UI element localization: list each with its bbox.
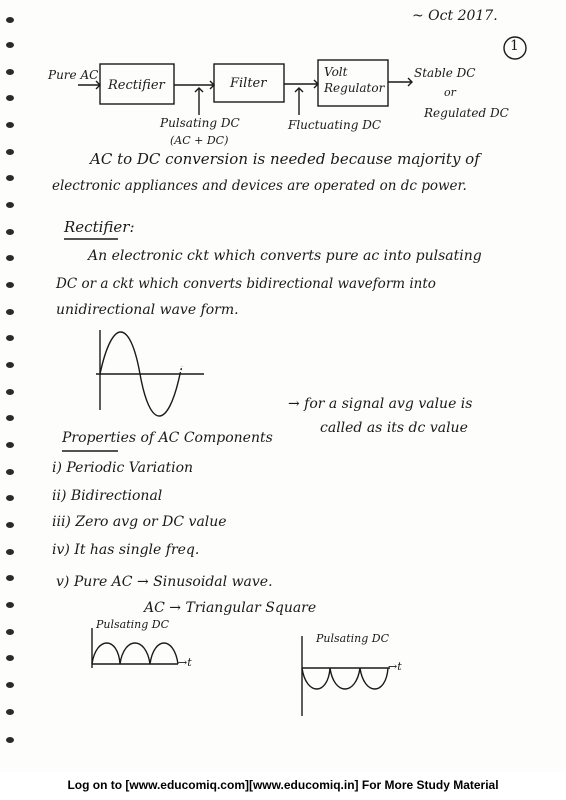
output-line3: Regulated DC [424, 106, 509, 120]
pulsating-dc-label: Pulsating DC [160, 116, 240, 130]
footer-banner: Log on to [www.educomiq.com][www.educomiq.in] For More Study Material [67, 778, 499, 792]
property-item-2: ii) Bidirectional [52, 488, 163, 504]
input-label: Pure AC [48, 68, 99, 82]
output-line2: or [444, 86, 456, 99]
note-line1: → for a signal avg value is [288, 396, 473, 412]
output-line1: Stable DC [414, 66, 476, 80]
rectifier-block-label: Rectifier [108, 78, 165, 93]
property-item-4: iv) It has single freq. [52, 542, 200, 558]
pulsating-dc-positive [92, 643, 178, 664]
regulator-block-label [324, 64, 388, 96]
property-item-1: i) Periodic Variation [52, 460, 194, 476]
pulsating-dc-negative [302, 668, 388, 689]
regulator-block-text: Volt Regulator [324, 65, 385, 95]
rectifier-line2: DC or a ckt which converts bidirectional waveform into [56, 276, 436, 292]
properties-heading: Properties of AC Components [62, 430, 273, 446]
intro-line2: electronic appliances and devices are operated on dc power. [52, 178, 467, 194]
left-waveform-label: Pulsating DC [96, 618, 170, 631]
fluctuating-dc-label: Fluctuating DC [288, 118, 382, 132]
intro-line1: AC to DC conversion is needed because majority of [90, 150, 480, 168]
note-line2: called as its dc value [320, 420, 468, 436]
ac-plus-dc-label: (AC + DC) [170, 134, 229, 147]
rectifier-line3: unidirectional wave form. [56, 302, 239, 318]
properties-extra: AC → Triangular Square [144, 600, 317, 616]
rectifier-line1: An electronic ckt which converts pure ac into pulsating [88, 248, 482, 264]
page-number: 1 [510, 38, 519, 54]
rectifier-heading: Rectifier: [64, 218, 135, 236]
filter-block-label: Filter [230, 76, 267, 91]
right-axis-label: →t [388, 660, 402, 673]
left-axis-label: →t [178, 656, 192, 669]
property-item-3: iii) Zero avg or DC value [52, 514, 227, 530]
right-waveform-label: Pulsating DC [316, 632, 390, 645]
date: ~ Oct 2017. [412, 8, 498, 24]
property-item-5: v) Pure AC → Sinusoidal wave. [56, 574, 273, 590]
